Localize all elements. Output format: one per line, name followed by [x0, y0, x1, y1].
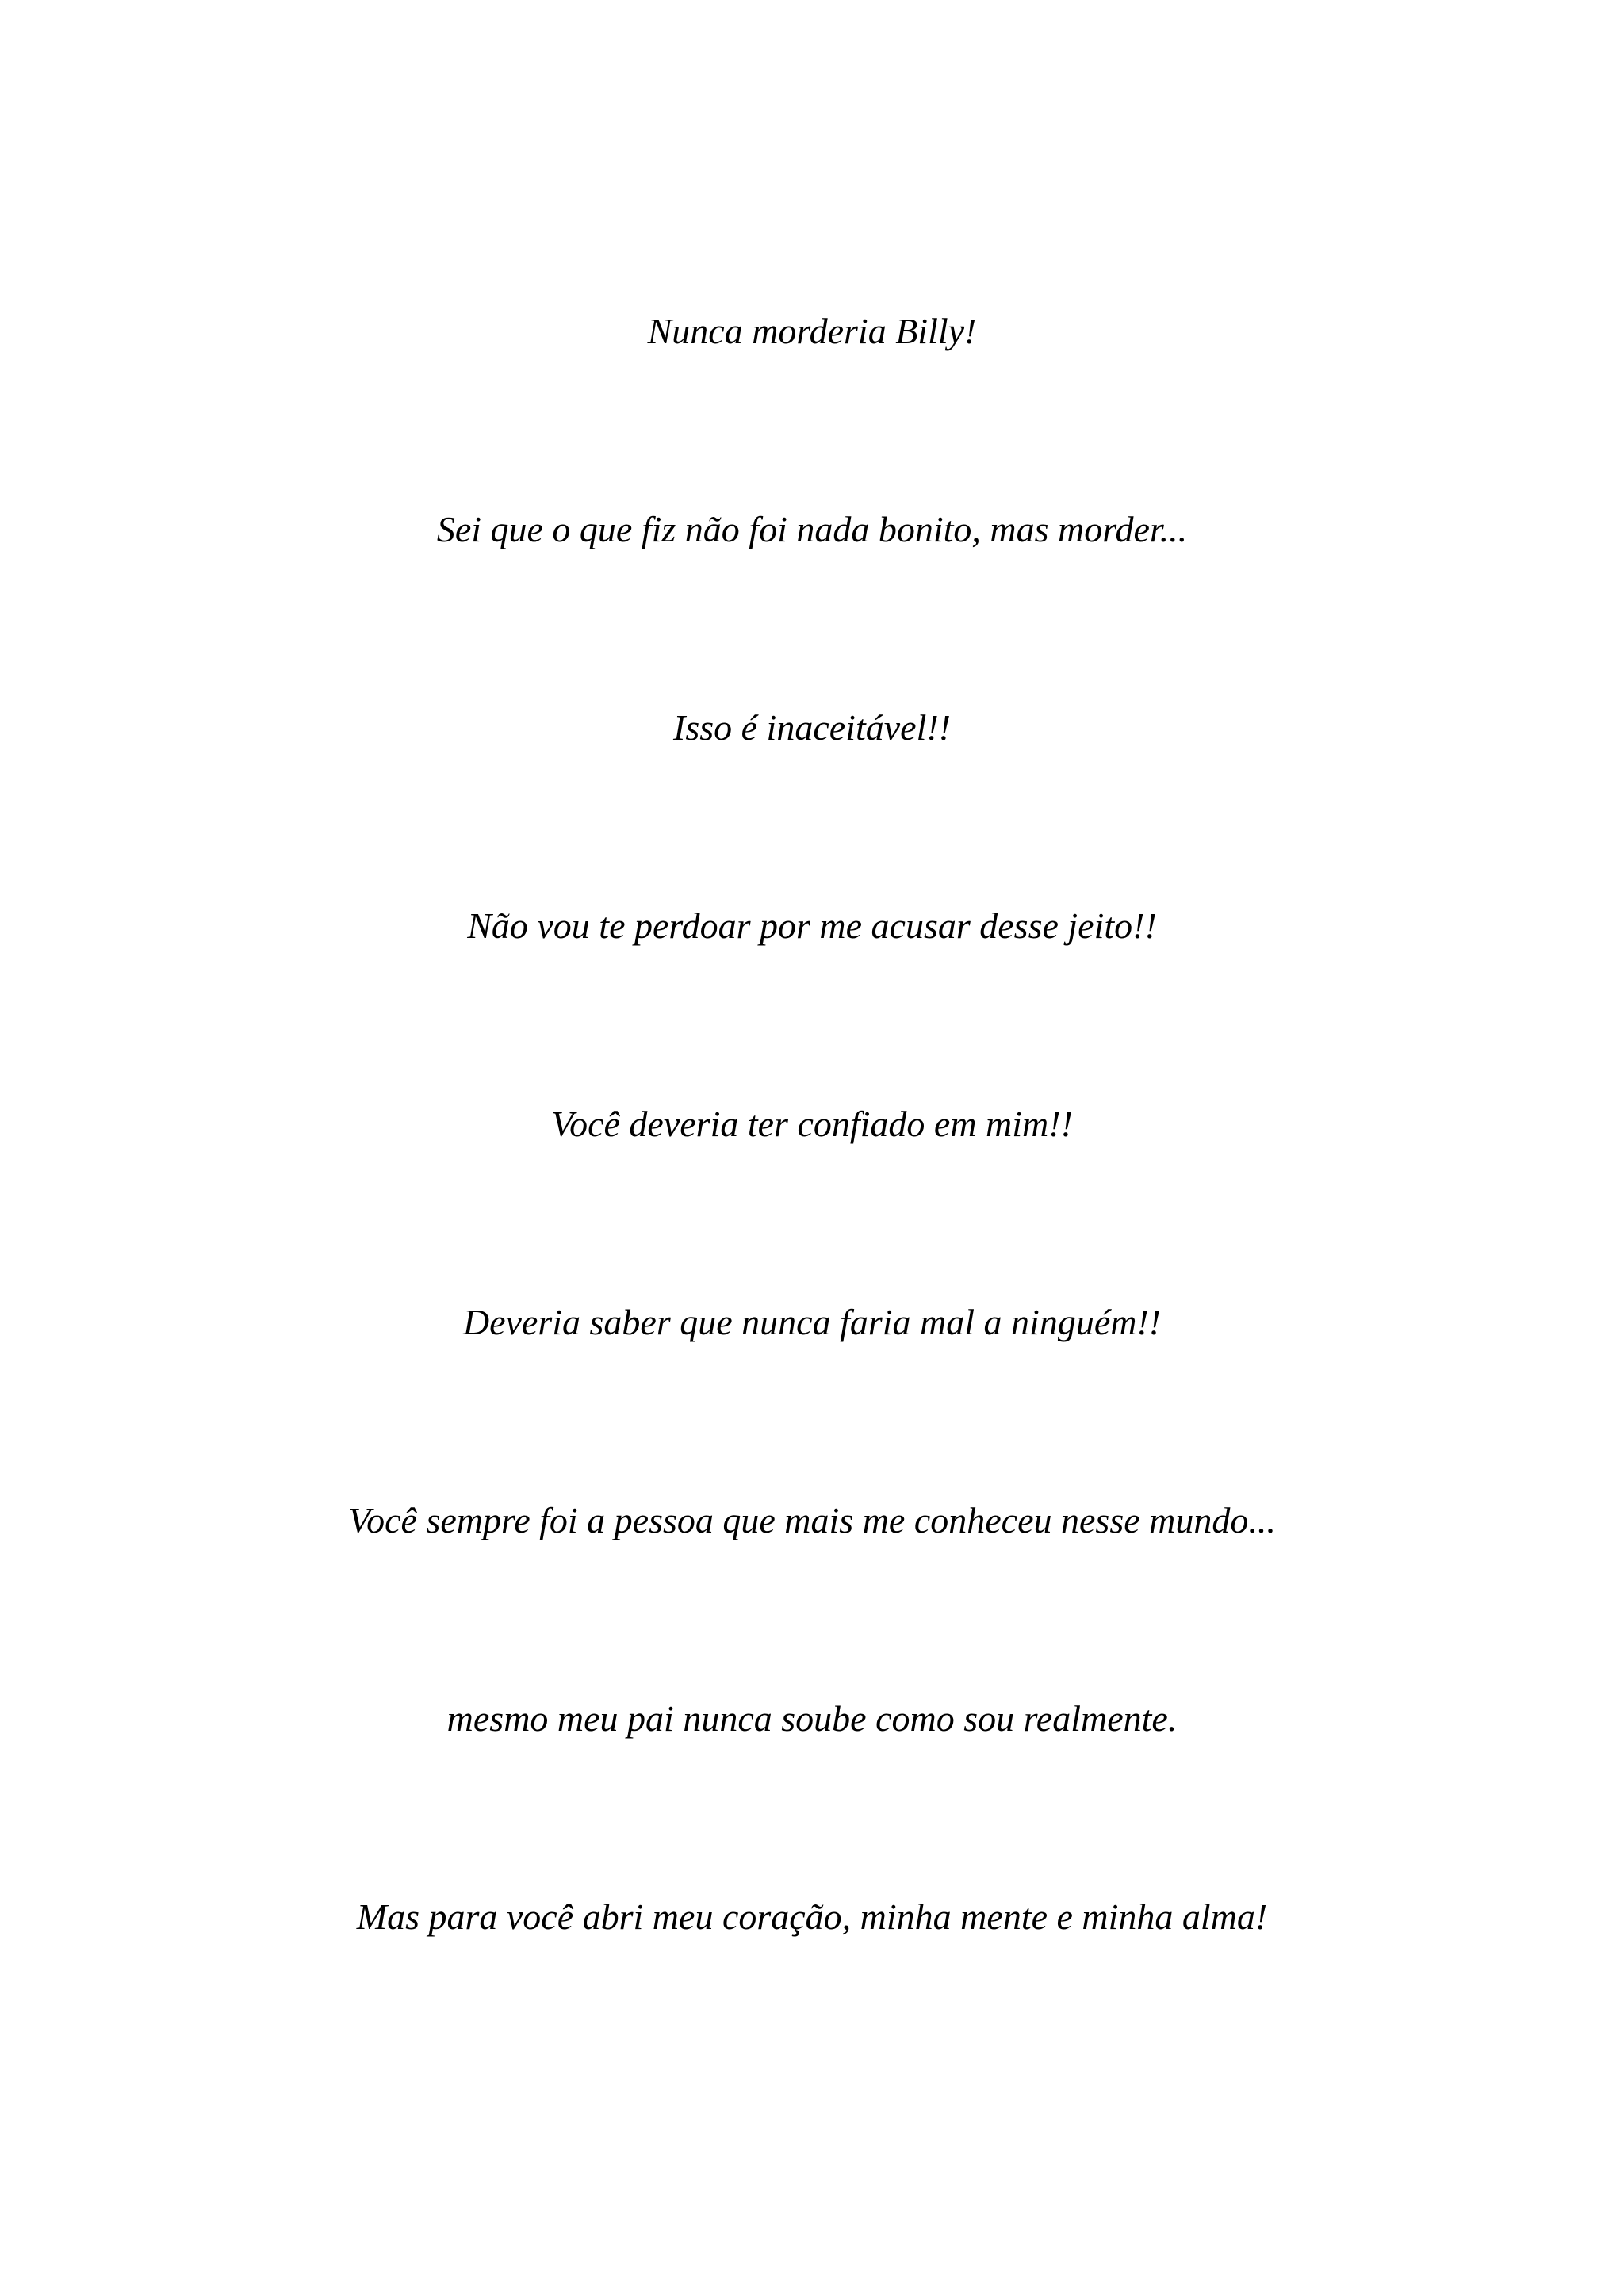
text-line-8: mesmo meu pai nunca soube como sou realmente. — [446, 1698, 1178, 1739]
text-line-1: Nunca morderia Billy! — [647, 311, 977, 351]
text-line-5: Você deveria ter confiado em mim!! — [551, 1104, 1073, 1144]
text-line-4: Não vou te perdoar por me acusar desse jeito!! — [467, 905, 1157, 946]
text-line-9: Mas para você abri meu coração, minha mente e minha alma! — [356, 1896, 1268, 1937]
text-line-3: Isso é inaceitável!! — [673, 707, 951, 748]
text-line-7: Você sempre foi a pessoa que mais me conheceu nesse mundo... — [348, 1500, 1276, 1540]
text-line-2: Sei que o que fiz não foi nada bonito, mas morder... — [436, 509, 1188, 549]
text-line-6: Deveria saber que nunca faria mal a ninguém!! — [462, 1302, 1162, 1342]
